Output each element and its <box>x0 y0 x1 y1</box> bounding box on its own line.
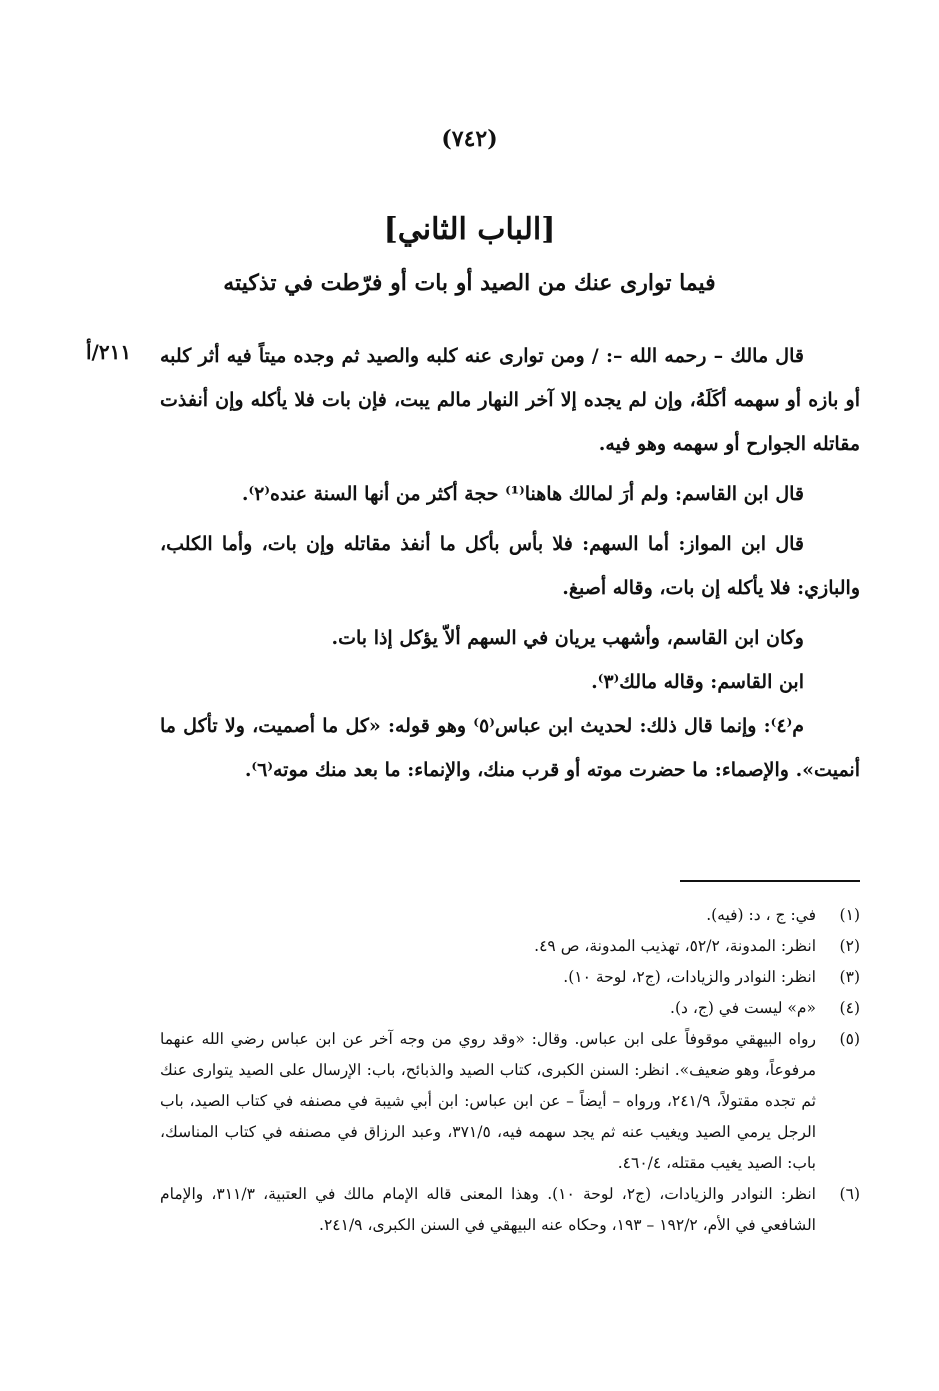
manuscript-folio-reference: ٢١١/أ <box>86 340 132 364</box>
footnotes <box>160 900 860 1241</box>
footnote-text: انظر: النوادر والزيادات، (ج٢، لوحة ١٠). <box>563 968 816 986</box>
paragraph-ibn-abbas-hadith: م⁽٤⁾: وإنما قال ذلك: لحديث ابن عباس⁽٥⁾ وهو قوله: «كل ما أصميت، ولا تأكل ما أنميت». والإصماء: ما حضرت موته أو قرب منك، والإنماء: ما بعد منك موته⁽٦⁾. <box>160 715 860 781</box>
footnote-item <box>160 1024 860 1179</box>
footnote-number: (٥) <box>839 1030 860 1048</box>
paragraph-malik: قال مالك – رحمه الله –: / ومن توارى عنه كلبه والصيد ثم وجده ميتاً فيه أثر كلبه أو بازه أو سهمه أكَلَهُ، وإن لم يجده إلا آخر النهار مالم يبت، فإن بات فلا يأكله وإن أنفذت مقاتله الجوارح أو سهمه وهو فيه. <box>160 345 860 455</box>
footnote-number: (٦) <box>839 1185 860 1203</box>
footnote-item <box>160 993 860 1024</box>
footnote-text: «م» ليست في (ج، د). <box>670 999 816 1017</box>
footnote-number: (١) <box>839 906 860 924</box>
footnote-number: (٣) <box>839 968 860 986</box>
footnote-text: رواه البيهقي موقوفاً على ابن عباس. وقال: «وقد روي من وجه آخر عن ابن عباس رضي الله عنهما مرفوعاً، وهو ضعيف». انظر: السنن الكبرى، كتاب الصيد والذبائح، باب: الإرسال على الصيد يتوارى عنك ثم تجده مقتولاً، ٢٤١/٩، ورواه – أيضاً – عن ابن عباس: ابن أبي شيبة في مصنفه في كتاب الصيد، باب الرجل يرمي الصيد ويغيب عنه ثم يجد سهمه فيه، ٣٧١/٥، وعبد الرزاق في مصنفه في كتاب المناسك، باب: الصيد يغيب مقتله، ٤٦٠/٤. <box>160 1030 816 1172</box>
paragraph-ibn-qasim-malik: ابن القاسم: وقاله مالك⁽٣⁾. <box>591 671 804 693</box>
footnote-separator <box>680 880 860 882</box>
chapter-subtitle: فيما توارى عنك من الصيد أو بات أو فرّطت في تذكيته <box>223 270 716 296</box>
main-text <box>160 334 860 792</box>
footnote-item <box>160 900 860 931</box>
footnote-text: انظر: المدونة، ٥٢/٢، تهذيب المدونة، ص ٤٩. <box>534 937 816 955</box>
footnote-text: انظر: النوادر والزيادات، (ج٢، لوحة ١٠). وهذا المعنى قاله الإمام مالك في العتبية، ٣١١/٣، والإمام الشافعي في الأم، ١٩٢/٢ – ١٩٣، وحكاه عنه البيهقي في السنن الكبرى، ٢٤١/٩. <box>160 1185 816 1234</box>
footnote-item <box>160 962 860 993</box>
footnote-item <box>160 931 860 962</box>
chapter-title: [الباب الثاني] <box>383 212 556 247</box>
footnote-number: (٢) <box>839 937 860 955</box>
page-number: (٧٤٢) <box>441 126 498 152</box>
paragraph-ibn-qasim: قال ابن القاسم: ولم أرَ لمالك هاهنا⁽¹⁾ حجة أكثر من أنها السنة عنده⁽٢⁾. <box>241 483 804 505</box>
footnote-text: في: ج ، د: (فيه). <box>706 906 816 924</box>
footnote-item <box>160 1179 860 1241</box>
paragraph-ibn-qasim-ashhab: وكان ابن القاسم، وأشهب يريان في السهم ألاّ يؤكل إذا بات. <box>331 627 804 649</box>
paragraph-ibn-mawwaz: قال ابن المواز: أما السهم: فلا بأس بأكل ما أنفذ مقاتله وإن بات، وأما الكلب، والبازي: فلا يأكله إن بات، وقاله أصبغ. <box>160 533 860 599</box>
footnote-number: (٤) <box>839 999 860 1017</box>
